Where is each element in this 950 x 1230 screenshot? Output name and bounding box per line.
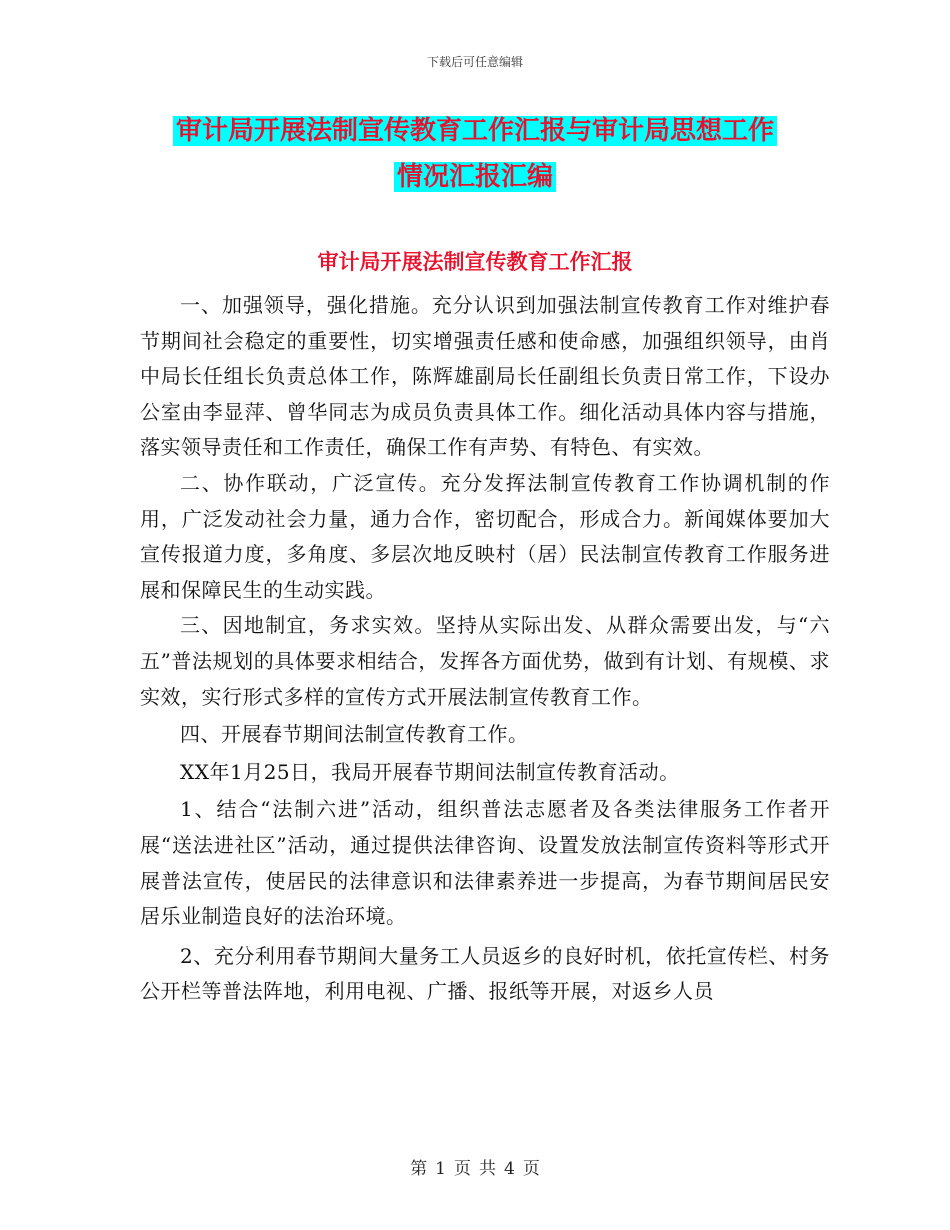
- paragraph: 一、加强领导，强化措施。充分认识到加强法制宣传教育工作对维护春节期间社会稳定的重要性，切实增强责任感和使命感，加强组织领导，由肖中局长任组长负责总体工作，陈辉雄副局长任副组长负责日常工作，下设办公室由李显萍、曾华同志为成员负责具体工作。细化活动具体内容与措施，落实领导责任和工作责任，确保工作有声势、有特色、有实效。: [140, 293, 830, 460]
- document-title: [0, 108, 950, 200]
- footer-current-page: 1: [435, 1159, 446, 1179]
- paragraph: 四、开展春节期间法制宣传教育工作。: [180, 722, 529, 747]
- page-footer: [0, 1154, 950, 1179]
- section-title: 审计局开展法制宣传教育工作汇报: [317, 250, 633, 274]
- footer-label-page: 第: [410, 1159, 428, 1179]
- paragraph: 2、充分利用春节期间大量务工人员返乡的良好时机，依托宣传栏、村务公开栏等普法阵地，利用电视、广播、报纸等开展，对返乡人员: [140, 943, 830, 1004]
- footer-total-pages: 4: [504, 1159, 515, 1179]
- paragraph: XX年1月25日，我局开展春节期间法制宣传教育活动。: [180, 759, 680, 784]
- paragraph: 三、因地制宜，务求实效。坚持从实际出发、从群众需要出发，与“六五”普法规划的具体要求相结合，发挥各方面优势，做到有计划、有规模、求实效，实行形式多样的宣传方式开展法制宣传教育工作。: [140, 613, 830, 709]
- document-title-line-2: 情况汇报汇编: [394, 162, 556, 192]
- document-body: [140, 288, 830, 1010]
- paragraph: 1、结合“法制六进”活动，组织普法志愿者及各类法律服务工作者开展“送法进社区”活动，通过提供法律咨询、设置发放法制宣传资料等形式开展普法宣传，使居民的法律意识和法律素养进一步提高，为春节期间居民安居乐业制造良好的法治环境。: [140, 797, 830, 929]
- footer-label-total-unit: 页: [522, 1159, 540, 1179]
- paragraph: 二、协作联动，广泛宣传。充分发挥法制宣传教育工作协调机制的作用，广泛发动社会力量，通力合作，密切配合，形成合力。新闻媒体要加大宣传报道力度，多角度、多层次地反映村（居）民法制宣传教育工作服务进展和保障民生的生动实践。: [140, 470, 830, 602]
- footer-label-total: 共: [479, 1159, 496, 1179]
- footer-label-page-unit: 页: [454, 1159, 471, 1179]
- header-note: 下载后可任意编辑: [426, 55, 523, 69]
- document-title-line-1: 审计局开展法制宣传教育工作汇报与审计局思想工作: [173, 116, 777, 146]
